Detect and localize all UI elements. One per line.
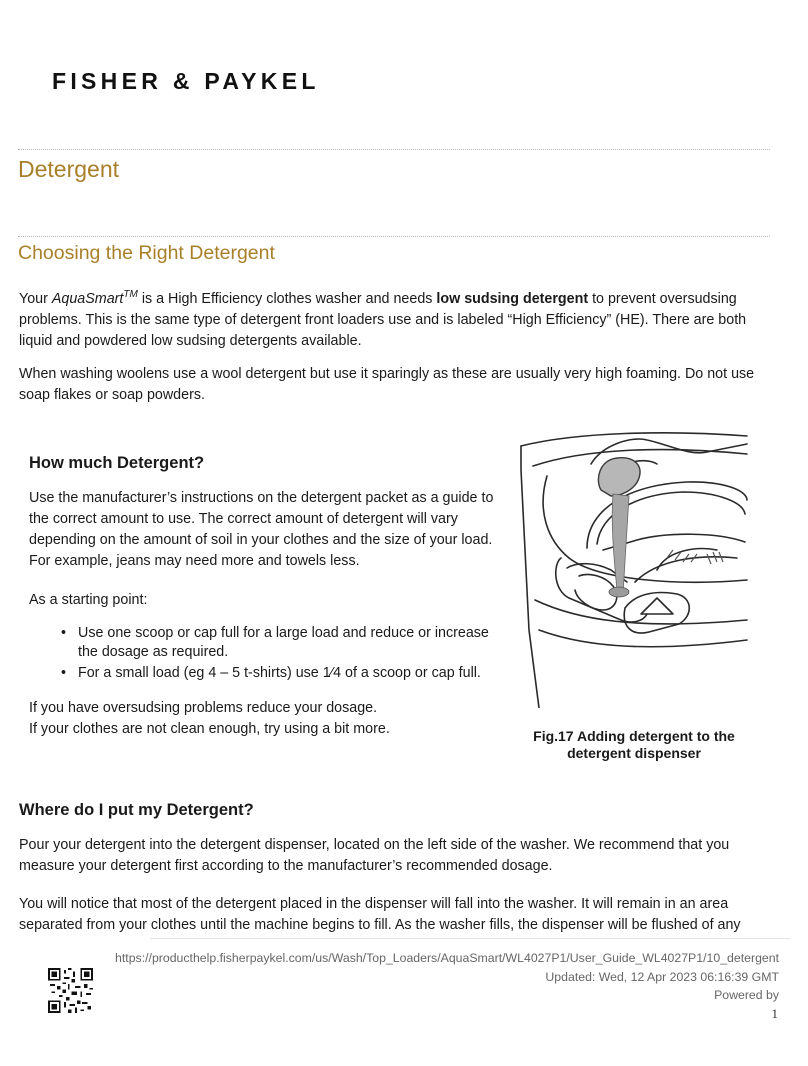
where-paragraph-2: You will notice that most of the detergent placed in the dispenser will fall into the washer. It will remain in an area separated from your clothes until the machine begins to fill. As the washer fills, the dispenser will be flushed of any bbox=[19, 896, 741, 933]
figure-caption: Fig.17 Adding detergent to the detergent dispenser bbox=[533, 728, 735, 761]
dosage-list bbox=[58, 624, 498, 685]
page-title: Detergent bbox=[18, 156, 120, 182]
intro-paragraph: Your AquaSmart™ is a High Efficiency clothes washer and needs low sudsing detergent to prevent oversudsing problems. This is the same type of detergent front loaders use and is labeled “High Efficiency” (HE). There are both liquid and powdered low sudsing detergents available. bbox=[19, 289, 747, 349]
where-paragraph-1: Pour your detergent into the detergent dispenser, located on the left side of the washer. We recommend that you measure your detergent first according to the manufacturer’s recommended dosage. bbox=[19, 837, 730, 874]
washer-detergent-illustration bbox=[517, 430, 749, 708]
dosage-tips: If you have oversudsing problems reduce your dosage. If your clothes are not clean enough, try using a bit more. bbox=[29, 700, 390, 737]
page-number: 1 bbox=[771, 1006, 778, 1021]
list-item: • For a small load (eg 4 – 5 t-shirts) use 1⁄4 of a scoop or cap full. bbox=[58, 664, 498, 683]
footer-divider bbox=[150, 938, 790, 939]
how-much-paragraph: Use the manufacturer’s instructions on the detergent packet as a guide to the correct amount to use. The correct amount of detergent will vary depending on the amount of soil in your clothes and the size of your load. For example, jeans may need more and towels less. bbox=[29, 490, 494, 569]
list-item: • Use one scoop or cap full for a large load and reduce or increase the dosage as required. bbox=[58, 624, 498, 662]
trademark: TM bbox=[123, 289, 138, 300]
section-heading-how-much: How much Detergent? bbox=[29, 454, 205, 472]
section-heading-where: Where do I put my Detergent? bbox=[19, 801, 254, 819]
emphasis: low sudsing detergent bbox=[436, 290, 589, 307]
qr-code-icon bbox=[48, 968, 93, 1013]
footer-url[interactable]: https://producthelp.fisherpaykel.com/us/Wash/Top_Loaders/AquaSmart/WL4027P1/User_Guide_WL4027P1/10_detergent bbox=[115, 951, 779, 965]
starting-point-text: As a starting point: bbox=[29, 592, 148, 608]
footer-powered-by: Powered by bbox=[714, 988, 779, 1002]
woolens-paragraph: When washing woolens use a wool detergent but use it sparingly as these are usually very high foaming. Do not use soap flakes or soap powders. bbox=[19, 366, 755, 403]
footer-updated: Updated: Wed, 12 Apr 2023 06:16:39 GMT bbox=[545, 970, 779, 984]
product-name: AquaSmart bbox=[51, 290, 124, 307]
divider bbox=[18, 236, 770, 237]
section-heading-choosing: Choosing the Right Detergent bbox=[18, 242, 275, 264]
brand-logo: FISHER & PAYKEL bbox=[52, 68, 320, 94]
divider bbox=[18, 149, 770, 150]
